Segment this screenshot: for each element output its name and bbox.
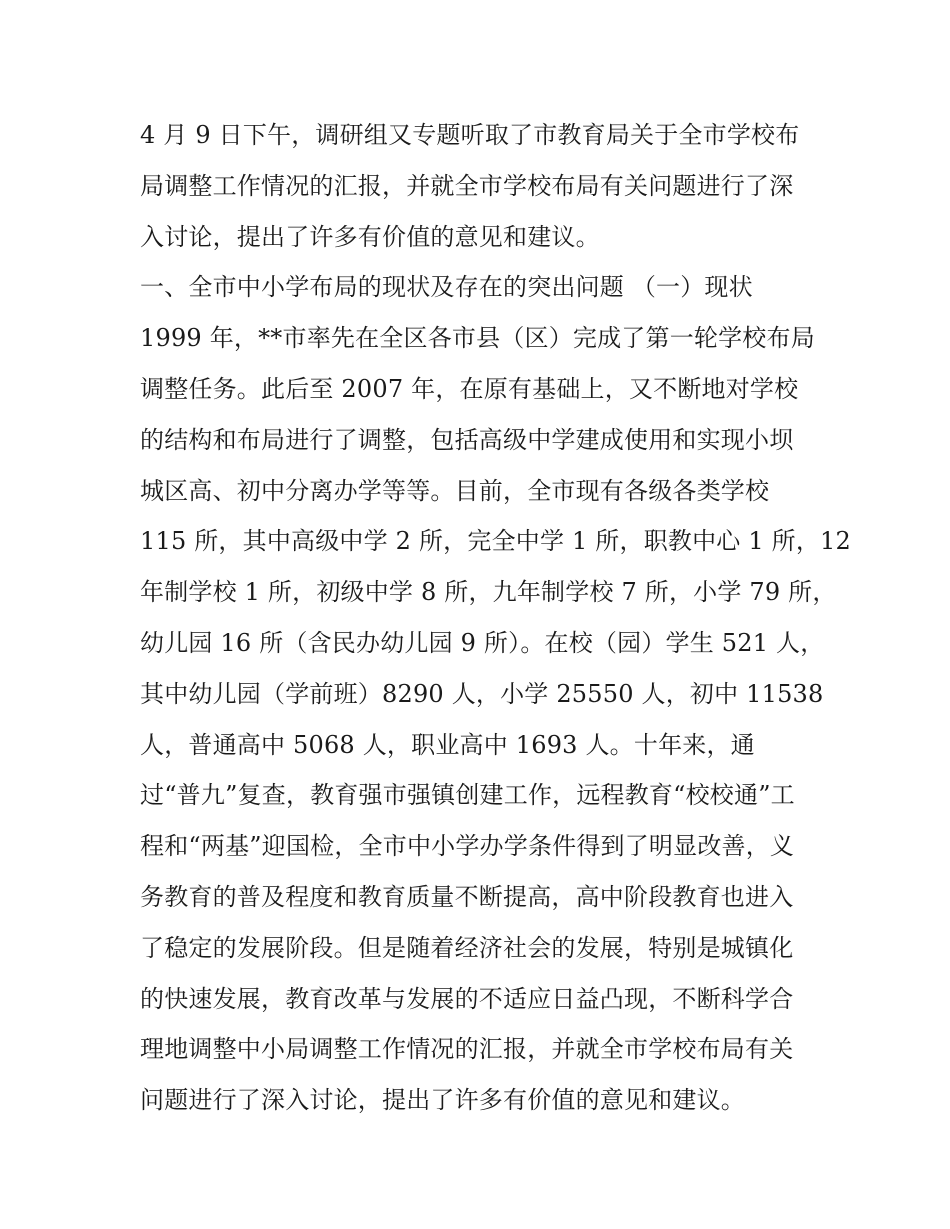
text-line: 115 所，其中高级中学 2 所，完全中学 1 所，职教中心 1 所，12 xyxy=(140,527,851,556)
text-line: 的结构和布局进行了调整，包括高级中学建成使用和实现小坝 xyxy=(140,425,794,454)
text-line: 过“普九”复查，教育强市强镇创建工作，远程教育“校校通”工 xyxy=(140,781,795,810)
text-line: 人，普通高中 5068 人，职业高中 1693 人。十年来，通 xyxy=(140,730,755,759)
body-text xyxy=(140,110,851,1126)
text-line: 了稳定的发展阶段。但是随着经济社会的发展，特别是城镇化 xyxy=(140,933,794,962)
text-line: 理地调整中小局调整工作情况的汇报，并就全市学校布局有关 xyxy=(140,1035,794,1064)
text-line: 调整任务。此后至 2007 年，在原有基础上，又不断地对学校 xyxy=(140,374,799,403)
text-line: 局调整工作情况的汇报，并就全市学校布局有关问题进行了深 xyxy=(140,171,794,200)
text-line: 年制学校 1 所，初级中学 8 所，九年制学校 7 所，小学 79 所， xyxy=(140,578,837,607)
text-line: 务教育的普及程度和教育质量不断提高，高中阶段教育也进入 xyxy=(140,882,794,911)
text-line: 4 月 9 日下午，调研组又专题听取了市教育局关于全市学校布 xyxy=(140,121,800,149)
text-line: 1999 年，**市率先在全区各市县（区）完成了第一轮学校布局 xyxy=(140,324,815,353)
text-line: 程和“两基”迎国检，全市中小学办学条件得到了明显改善，义 xyxy=(140,832,795,861)
text-line: 问题进行了深入讨论，提出了许多有价值的意见和建议。 xyxy=(140,1086,745,1115)
text-line: 城区高、初中分离办学等等。目前，全市现有各级各类学校 xyxy=(140,476,770,505)
text-line: 其中幼儿园（学前班）8290 人，小学 25550 人，初中 11538 xyxy=(140,679,824,708)
text-line: 入讨论，提出了许多有价值的意见和建议。 xyxy=(140,222,600,251)
text-line: 的快速发展，教育改革与发展的不适应日益凸现，不断科学合 xyxy=(140,984,794,1013)
text-line: 幼儿园 16 所（含民办幼儿园 9 所）。在校（园）学生 521 人， xyxy=(140,628,825,657)
section-heading: 一、全市中小学布局的现状及存在的突出问题 （一）现状 xyxy=(140,273,753,302)
